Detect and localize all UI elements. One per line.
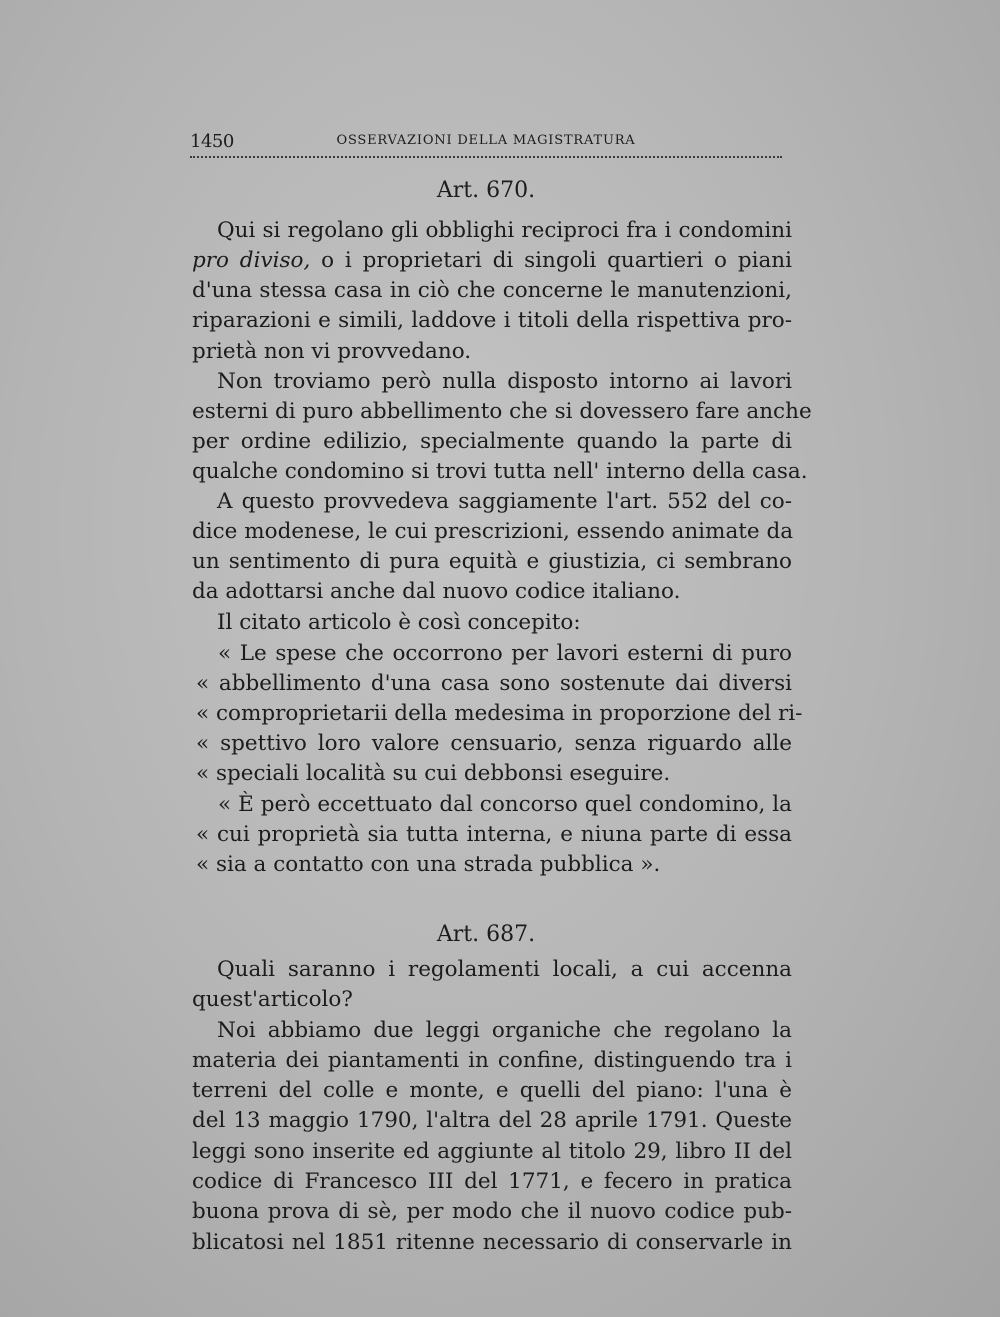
article-670-heading: Art. 670. <box>436 178 536 203</box>
text-line: Non troviamo però nulla disposto intorno ai lavori <box>217 369 792 394</box>
running-title: OSSERVAZIONI DELLA MAGISTRATURA <box>336 133 636 148</box>
text-line: codice di Francesco III del 1771, e fecero in pratica <box>192 1169 792 1194</box>
page-header <box>190 128 782 158</box>
text-line: un sentimento di pura equità e giustizia, ci sembrano <box>192 549 792 574</box>
text-line: Il citato articolo è così concepito: <box>217 610 581 635</box>
quote-line: « Le spese che occorrono per lavori esterni di puro <box>218 641 792 666</box>
text-line: per ordine edilizio, specialmente quando la parte di <box>192 429 792 454</box>
article-687-heading: Art. 687. <box>436 922 536 947</box>
quote-line: « speciali località su cui debbonsi eseguire. <box>196 761 671 786</box>
quote-line: « comproprietarii della medesima in proporzione del ri- <box>196 701 803 726</box>
quote-line: « sia a contatto con una strada pubblica ». <box>196 852 661 877</box>
quote-line: « cui proprietà sia tutta interna, e niuna parte di essa <box>196 822 792 847</box>
text-line: d'una stessa casa in ciò che concerne le manutenzioni, <box>192 278 792 303</box>
text-line: A questo provvedeva saggiamente l'art. 552 del co- <box>217 489 792 514</box>
page-number: 1450 <box>190 131 234 152</box>
text-line: Quali saranno i regolamenti locali, a cui accenna <box>217 957 792 982</box>
text-line: prietà non vi provvedano. <box>192 339 472 364</box>
text-line <box>192 246 792 276</box>
quote-line: « abbellimento d'una casa sono sostenute dai diversi <box>196 671 792 696</box>
text-line: quest'articolo? <box>192 987 353 1012</box>
text-line: qualche condomino si trovi tutta nell' interno della casa. <box>192 459 808 484</box>
text-line: Qui si regolano gli obblighi reciproci fra i condomini <box>217 218 792 243</box>
text-line: Noi abbiamo due leggi organiche che regolano la <box>217 1018 792 1043</box>
text-line: terreni del colle e monte, e quelli del piano: l'una è <box>192 1078 792 1103</box>
text-line: da adottarsi anche dal nuovo codice italiano. <box>192 579 681 604</box>
quote-line: « spettivo loro valore censuario, senza riguardo alle <box>196 731 792 756</box>
quote-line: « È però eccettuato dal concorso quel condomino, la <box>218 792 792 817</box>
text-line: materia dei piantamenti in confine, distinguendo tra i <box>192 1048 792 1073</box>
text-line: del 13 maggio 1790, l'altra del 28 aprile 1791. Queste <box>192 1108 792 1133</box>
text-line: dice modenese, le cui prescrizioni, essendo animate da <box>192 519 794 544</box>
text-line: esterni di puro abbellimento che si dovessero fare anche <box>192 399 812 424</box>
text-line: leggi sono inserite ed aggiunte al titolo 29, libro II del <box>192 1139 792 1164</box>
text-fragment: o i proprietari di singoli quartieri o piani <box>310 248 792 273</box>
text-line: buona prova di sè, per modo che il nuovo codice pub- <box>192 1199 792 1224</box>
italic-phrase: pro diviso, <box>192 248 311 273</box>
text-line: riparazioni e simili, laddove i titoli della rispettiva pro- <box>192 308 792 333</box>
text-line: blicatosi nel 1851 ritenne necessario di conservarle in <box>192 1230 792 1255</box>
